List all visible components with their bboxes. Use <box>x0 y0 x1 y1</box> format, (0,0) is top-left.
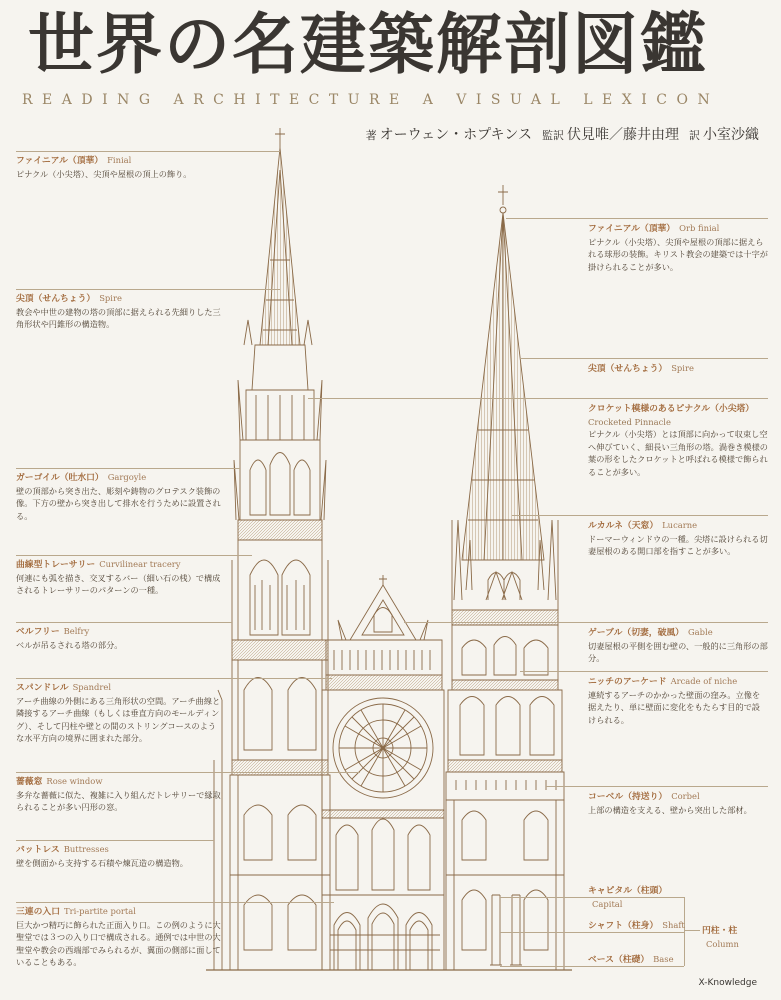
leader-line-rose-window <box>16 772 360 773</box>
annotation-english: Gargoyle <box>107 472 147 482</box>
annotation-heading: 曲線型トレーサリー <box>16 560 96 570</box>
annotation-english: Curvilinear tracery <box>99 559 181 569</box>
annotation-english: Column <box>706 938 739 949</box>
annotation-english: Belfry <box>63 626 90 636</box>
annotation-body: ピナクル（小尖塔）、尖頂や屋根の頂上の飾り。 <box>16 168 192 179</box>
annotation-body: 多弁な薔薇に似た、複雑に入り組んだトレサリーで縁取られることが多い円形の窓。 <box>16 789 221 812</box>
annotation-english: Capital <box>592 898 623 909</box>
annotation-english: Lucarne <box>662 520 698 530</box>
annotation-finial <box>16 154 221 180</box>
annotation-tripartite-portal <box>16 905 221 969</box>
leader-line-belfry <box>16 622 232 623</box>
annotation-heading: バットレス <box>16 845 60 855</box>
leader-line-spandrel <box>16 678 332 679</box>
annotation-spire <box>16 292 221 331</box>
annotation-body: 上部の構造を支える、壁から突出した部材。 <box>588 804 752 815</box>
annotation-english: Rose window <box>46 776 103 786</box>
annotation-heading: ルカルネ（天窓） <box>588 521 659 531</box>
leader-line-finial <box>16 151 280 152</box>
annotation-heading: ベース（柱礎） <box>588 955 650 965</box>
annotation-english: Finial <box>107 155 132 165</box>
annotation-heading: キャピタル（柱頭） <box>588 886 668 896</box>
annotation-heading: ファイニアル（頂華） <box>588 224 676 234</box>
annotation-body: 教会や中世の建物の塔の頂部に据えられる先細りした三角形状や円錐形の構造物。 <box>16 306 221 329</box>
annotation-buttresses <box>16 843 221 869</box>
author-name: オーウェン・ホプキンス <box>379 127 532 143</box>
annotation-heading: 尖頂（せんちょう） <box>16 294 96 304</box>
annotation-english: Gable <box>687 627 713 637</box>
annotation-english: Orb finial <box>679 223 720 233</box>
annotation-heading: ゲーブル（切妻，破風） <box>588 628 684 638</box>
annotation-body: ピナクル（小尖塔）とは頂部に向かって収束し空へ伸びていく、細長い三角形の塔。渦巻き模様の葉の形をしたクロケットと呼ばれる模様で飾られることが多い。 <box>588 429 768 477</box>
author-role: 著 <box>365 129 377 142</box>
annotation-body: 何連にも弧を描き、交叉するバー（細い石の桟）で構成されるトレーサリーのパターンの一種。 <box>16 572 221 595</box>
annotation-gable <box>588 626 768 665</box>
book-subtitle: READING ARCHITECTURE A VISUAL LEXICON <box>22 92 720 108</box>
leader-line-lucarne <box>512 515 768 516</box>
leader-line-gargoyle <box>16 468 240 469</box>
leader-line-tracery <box>16 555 252 556</box>
leader-line-portal <box>16 902 334 903</box>
supervisor-role: 監訳 <box>542 129 564 142</box>
annotation-right-spire <box>588 362 768 376</box>
leader-line-orb-finial <box>506 218 768 219</box>
annotation-body: ピナクル（小尖塔）、尖頂や屋根の頂部に据えられる球形の装飾。キリスト教会の建築では十字が掛けられることが多い。 <box>588 236 768 272</box>
annotation-spandrel <box>16 681 221 745</box>
annotation-orb-finial <box>588 222 768 273</box>
publisher-logo: X-Knowledge <box>698 978 757 988</box>
leader-line-spire <box>16 289 280 290</box>
annotation-body: アーチ曲線の外側にある三角形状の空間。アーチ曲線と隣接するアーチ曲線（もしくは垂直方向のモールディング）、そして円柱や壁との間のストリングコースのような水平方向の境界に囲まれた部分。 <box>16 695 221 743</box>
annotation-body: 巨大かつ精巧に飾られた正面入り口。この例のように大聖堂では３つの入り口で構成される。通例では中世の大聖堂や教会の西端部でみられるが、翼面の側部に面していることもある。 <box>16 919 221 967</box>
annotation-heading: 円柱・柱 <box>702 926 738 936</box>
book-title: 世界の名建築解剖図鑑 <box>28 6 708 83</box>
annotation-heading: 尖頂（せんちょう） <box>588 364 668 374</box>
annotation-english: Spire <box>671 363 694 373</box>
annotation-gargoyle <box>16 471 221 522</box>
annotation-heading: シャフト（柱身） <box>588 921 659 931</box>
annotation-english: Base <box>653 954 674 964</box>
annotation-english: Crocketed Pinnacle <box>588 416 671 427</box>
annotation-arcade-of-niche <box>588 675 768 726</box>
leader-line-pinnacle <box>308 398 768 399</box>
translator-role: 訳 <box>689 129 700 142</box>
annotation-heading: クロケット模様のあるピナクル（小尖塔） <box>588 404 755 414</box>
annotation-lucarne <box>588 519 768 558</box>
annotation-curvilinear-tracery <box>16 558 221 597</box>
leader-line-right-spire <box>520 358 768 359</box>
annotation-heading: 薔薇窓 <box>16 777 43 787</box>
annotation-english: Corbel <box>671 791 700 801</box>
annotation-body: ドーマーウィンドウの一種。尖塔に設けられる切妻屋根のある開口部を指すことが多い。 <box>588 533 768 556</box>
annotation-corbel <box>588 790 768 816</box>
leader-line-arcade <box>520 671 768 672</box>
annotation-shaft <box>588 919 688 933</box>
annotation-heading: コーベル（持送り） <box>588 792 668 802</box>
annotation-heading: スパンドレル <box>16 683 69 693</box>
annotation-english: Spire <box>99 293 122 303</box>
leader-line-corbel <box>546 786 768 787</box>
annotation-rose-window <box>16 775 221 814</box>
annotation-belfry <box>16 625 221 651</box>
annotation-body: 連続するアーチのかかった壁面の窪み。立像を据えたり、単に壁面に変化をもたらす目的で設けられる。 <box>588 689 761 725</box>
annotation-body: 切妻屋根の平側を囲む壁の、一般的に三角形の部分。 <box>588 640 768 663</box>
leader-line-buttress <box>16 840 214 841</box>
annotation-heading: ベルフリー <box>16 627 60 637</box>
annotation-body: ベルが吊るされる塔の部分。 <box>16 639 123 650</box>
annotation-body: 壁を側面から支持する石積や煉瓦造の構造物。 <box>16 857 188 868</box>
annotation-base <box>588 953 688 967</box>
annotation-english: Spandrel <box>72 682 112 692</box>
annotation-english: Buttresses <box>63 844 109 854</box>
annotation-heading: 三連の入口 <box>16 907 60 917</box>
annotation-body: 壁の頂部から突き出た、彫刻や鋳物のグロテスク装飾の像。下方の壁から突き出して排水を行うために設置される。 <box>16 485 221 521</box>
supervisor-names: 伏見唯／藤井由理 <box>567 127 679 143</box>
translator-name: 小室沙織 <box>703 127 759 143</box>
annotation-english: Tri-partite portal <box>64 906 136 916</box>
annotation-capital <box>588 884 688 910</box>
annotation-crocketed-pinnacle <box>588 402 768 478</box>
annotation-heading: ガーゴイル（吐水口） <box>16 473 104 483</box>
annotation-column <box>702 924 774 950</box>
annotation-english: Shaft <box>662 920 685 930</box>
annotation-heading: ニッチのアーケード <box>588 677 667 687</box>
leader-line-gable <box>404 622 768 623</box>
credits <box>366 124 759 144</box>
annotation-heading: ファイニアル（頂華） <box>16 156 104 166</box>
annotation-english: Arcade of niche <box>670 676 738 686</box>
